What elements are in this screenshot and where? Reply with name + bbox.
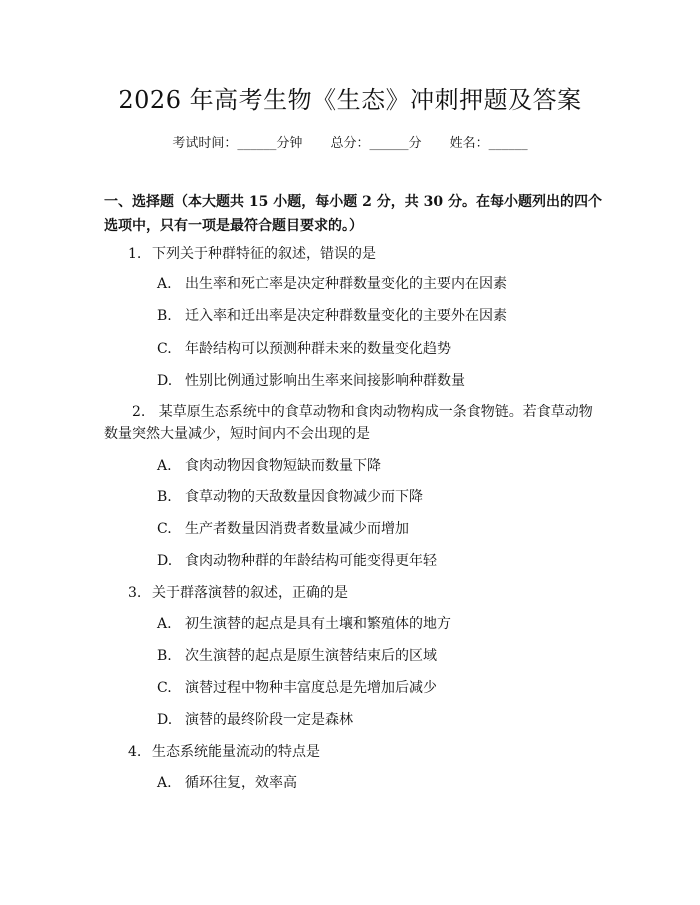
option-3b [157,645,437,667]
option-2a [157,455,381,477]
question-number: 3. [128,585,142,601]
question-4 [104,741,604,763]
option-1d [157,370,465,392]
exam-time-field: 考试时间：______分钟 [172,136,303,151]
option-text: 年龄结构可以预测种群未来的数量变化趋势 [185,341,451,357]
option-letter: D. [157,712,173,728]
option-text: 循环往复，效率高 [185,775,297,791]
option-1b [157,305,507,327]
option-text: 食草动物的天敌数量因食物减少而下降 [185,489,423,505]
question-text: 关于群落演替的叙述，正确的是 [152,585,348,601]
question-text: 某草原生态系统中的食草动物和食肉动物构成一条食物链。若食草动物数量突然大量减少，短时间内不会出现的是 [104,404,593,442]
question-text: 生态系统能量流动的特点是 [152,744,320,760]
option-4a [157,772,297,794]
total-score-field: 总分：______分 [330,136,422,151]
option-text: 初生演替的起点是具有土壤和繁殖体的地方 [185,616,451,632]
option-letter: A. [157,775,172,791]
exam-meta [0,132,700,151]
option-letter: C. [157,680,172,696]
option-1a [157,273,507,295]
option-2b [157,486,423,508]
option-3a [157,613,451,635]
option-text: 迁入率和迁出率是决定种群数量变化的主要外在因素 [185,308,507,324]
option-3d [157,709,353,731]
question-text: 下列关于种群特征的叙述，错误的是 [152,246,376,262]
option-text: 次生演替的起点是原生演替结束后的区域 [185,648,437,664]
question-number: 1. [128,246,142,262]
option-text: 食肉动物因食物短缺而数量下降 [185,458,381,474]
section-heading: 一、选择题（本大题共 15 小题，每小题 2 分，共 30 分。在每小题列出的四个选项中，只有一项是最符合题目要求的。） [104,194,602,234]
question-number: 2. [132,404,146,420]
question-1 [104,243,604,265]
option-1c [157,338,451,360]
option-2d [157,550,437,572]
student-name-field: 姓名：______ [449,136,528,151]
option-letter: A. [157,616,172,632]
option-letter: B. [157,489,172,505]
option-text: 生产者数量因消费者数量减少而增加 [185,521,409,537]
page-title: 2026 年高考生物《生态》冲刺押题及答案 [118,86,582,114]
question-2 [104,401,604,445]
question-3 [104,582,604,604]
option-letter: A. [157,276,172,292]
option-letter: C. [157,521,172,537]
option-letter: A. [157,458,172,474]
question-number: 4. [128,744,142,760]
option-text: 食肉动物种群的年龄结构可能变得更年轻 [185,553,437,569]
option-text: 性别比例通过影响出生率来间接影响种群数量 [185,373,465,389]
option-text: 演替的最终阶段一定是森林 [185,712,353,728]
option-text: 出生率和死亡率是决定种群数量变化的主要内在因素 [185,276,507,292]
option-text: 演替过程中物种丰富度总是先增加后减少 [185,680,437,696]
option-3c [157,677,437,699]
option-letter: D. [157,373,173,389]
option-letter: B. [157,308,172,324]
option-2c [157,518,409,540]
option-letter: C. [157,341,172,357]
option-letter: D. [157,553,173,569]
option-letter: B. [157,648,172,664]
